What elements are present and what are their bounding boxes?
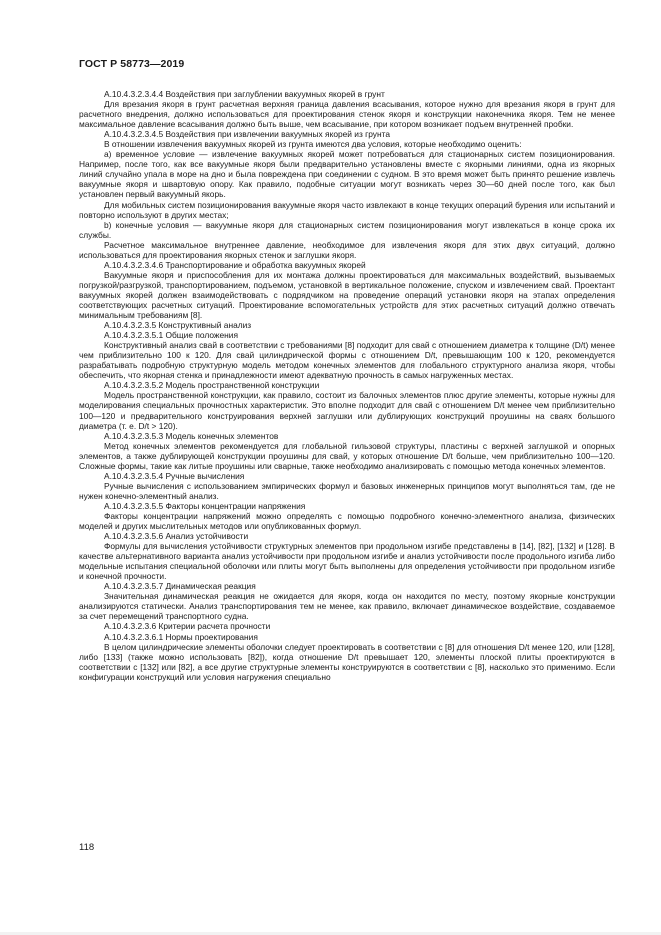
section-heading: A.10.4.3.2.3.5.7 Динамическая реакция [104, 581, 256, 592]
section-heading: A.10.4.3.2.3.5 Конструктивный анализ [104, 320, 252, 331]
body-paragraph: Формулы для вычисления устойчивости структурных элементов при продольном изгибе представлены в [14], [82], [132] и [128]. В качестве альтернативного варианта анализ устойчивости при продольном изгибе и анализ устойчивости после продольного изгиба либо модельные испытания специальной оболочки или плиты могут быть выполнены для определения устойчивости при продольном изгибе и конечной прочности. [79, 541, 615, 582]
section-heading: A.10.4.3.2.3.5.2 Модель пространственной конструкции [104, 380, 320, 391]
body-paragraph: Для мобильных систем позиционирования вакуумные якоря часто извлекают в конце текущих операций бурения или испытаний и повторно используют в других местах; [79, 199, 615, 220]
body-paragraph: a) временное условие — извлечение вакуумных якорей может потребоваться для стационарных систем позиционирования. Например, после того, как все вакуумные якоря были предварительно установлены вместе с якорными линиями, одна из якорных линий случайно упала в море на дно и была повреждена при соединении с судном. В это время может быть принято решение извлечь вакуумные якоря и швартовую опору. Как правило, подобные ситуации могут возникать через 30—60 дней после того, как был установлен первый вакуумный якорь. [79, 149, 615, 200]
page-number: 118 [79, 842, 95, 853]
body-paragraph: Модель пространственной конструкции, как правило, состоит из балочных элементов плюс другие элементы, которые нужны для моделирования специальных прочностных характеристик. Это вполне подходит для свай с отношением D/t менее чем приблизительно 100—120 и предварительного конструирования верхней заглушки или дублирующих конструкций проушины на сваях большого диаметра (т. е. D/t > 120). [79, 390, 615, 431]
document-body [79, 89, 615, 682]
body-paragraph: Ручные вычисления с использованием эмпирических формул и базовых инженерных принципов могут выполняться там, где не нужен конечно-элементный анализ. [79, 480, 615, 501]
section-heading: A.10.4.3.2.3.5.3 Модель конечных элементов [104, 430, 279, 441]
body-paragraph: Вакуумные якоря и приспособления для их монтажа должны проектироваться для максимальных воздействий, вызываемых погрузкой/разгрузкой, транспортированием, подъемом, установкой в вертикальное положение, спуском и извлечением свай. Проектант вакуумных якорей должен взаимодействовать с подрядчиком на проведение операций установки якоря на этапах определения соответствующих расчетных ситуаций. Проектирование вспомогательных устройств для этих расчетных ситуаций должно отвечать минимальным требованиям [8]. [79, 269, 615, 321]
body-paragraph: Для врезания якоря в грунт расчетная верхняя граница давления всасывания, которое нужно для врезания якоря в грунт для расчетного внедрения, должно использоваться для проектирования стенок якоря и конструкции наконечника якоря. Тем не менее максимальное давление всасывания должно быть выше, чем всасывание, при котором возникает подъем внутренней пробки. [79, 99, 615, 130]
body-paragraph: b) конечные условия — вакуумные якоря для стационарных систем позиционирования могут извлекаться в конце срока их службы. [79, 219, 615, 240]
body-paragraph: В отношении извлечения вакуумных якорей из грунта имеются два условия, которые необходимо оценить: [104, 139, 522, 150]
section-heading: A.10.4.3.2.3.4.5 Воздействия при извлечении вакуумных якорей из грунта [104, 129, 390, 140]
body-paragraph: Значительная динамическая реакция не ожидается для якоря, когда он находится по месту, поэтому якорные конструкции анализируются статически. Анализ транспортирования тем не менее, как правило, включает динамическое воздействие, создаваемое за счет перемещений транспортного судна. [79, 591, 615, 622]
section-heading: A.10.4.3.2.3.5.4 Ручные вычисления [104, 470, 245, 481]
body-paragraph: Конструктивный анализ свай в соответствии с требованиями [8] подходит для свай с отношением диаметра к толщине (D/t) менее чем приблизительно 100 к 120. Для свай цилиндрической формы с отношением D/t, превышающим 100 к 120, рекомендуется разрабатывать подробную структурную модель методом конечных элементов для глобального структурного анализа якоря, чтобы обеспечить, что якорная стенка и принадлежности имеют адекватную прочность в самых нагруженных местах. [79, 340, 615, 381]
section-heading: A.10.4.3.2.3.4.4 Воздействия при заглублении вакуумных якорей в грунт [104, 89, 385, 99]
section-heading: A.10.4.3.2.3.5.6 Анализ устойчивости [104, 531, 249, 542]
body-paragraph: Расчетное максимальное внутреннее давление, необходимое для извлечения якоря для этих двух ситуаций, должно использоваться для проектирования якорных стенок и заглушки якоря. [79, 239, 615, 260]
body-paragraph: Факторы концентрации напряжений можно определять с помощью подробного конечно-элементного анализа, физических моделей и других мыслительных методов или опубликованных формул. [79, 510, 615, 532]
section-heading: A.10.4.3.2.3.4.6 Транспортирование и обработка вакуумных якорей [104, 259, 366, 270]
body-paragraph: В целом цилиндрические элементы оболочки следует проектировать в соответствии с [8] для отношения D/t менее 120, или [128], либо [133] (также можно использовать [82]), когда отношение D/t превышает 120, элементы плоской плиты проектируются в соответствии с [132] или [82], а все другие структурные элементы конструируются в соответствии с [8], насколько это применимо. Если конфигурации конструкций или условия нагружения специально [79, 641, 615, 682]
section-heading: A.10.4.3.2.3.5.5 Факторы концентрации напряжения [104, 500, 306, 511]
section-heading: A.10.4.3.2.3.6.1 Нормы проектирования [104, 631, 258, 642]
section-heading: A.10.4.3.2.3.6 Критерии расчета прочности [104, 621, 271, 632]
document-header: ГОСТ Р 58773—2019 [79, 58, 185, 70]
section-heading: A.10.4.3.2.3.5.1 Общие положения [104, 330, 238, 341]
body-paragraph: Метод конечных элементов рекомендуется для глобальной гильзовой структуры, пластины с верхней заглушкой и опорных элементов, а также дублирующей конструкции проушины для свай, у которых отношение D/t больше, чем приблизительно 100—120. Сложные формы, такие как литые проушины или сварные, также необходимо анализировать с помощью метода конечных элементов. [79, 440, 615, 471]
